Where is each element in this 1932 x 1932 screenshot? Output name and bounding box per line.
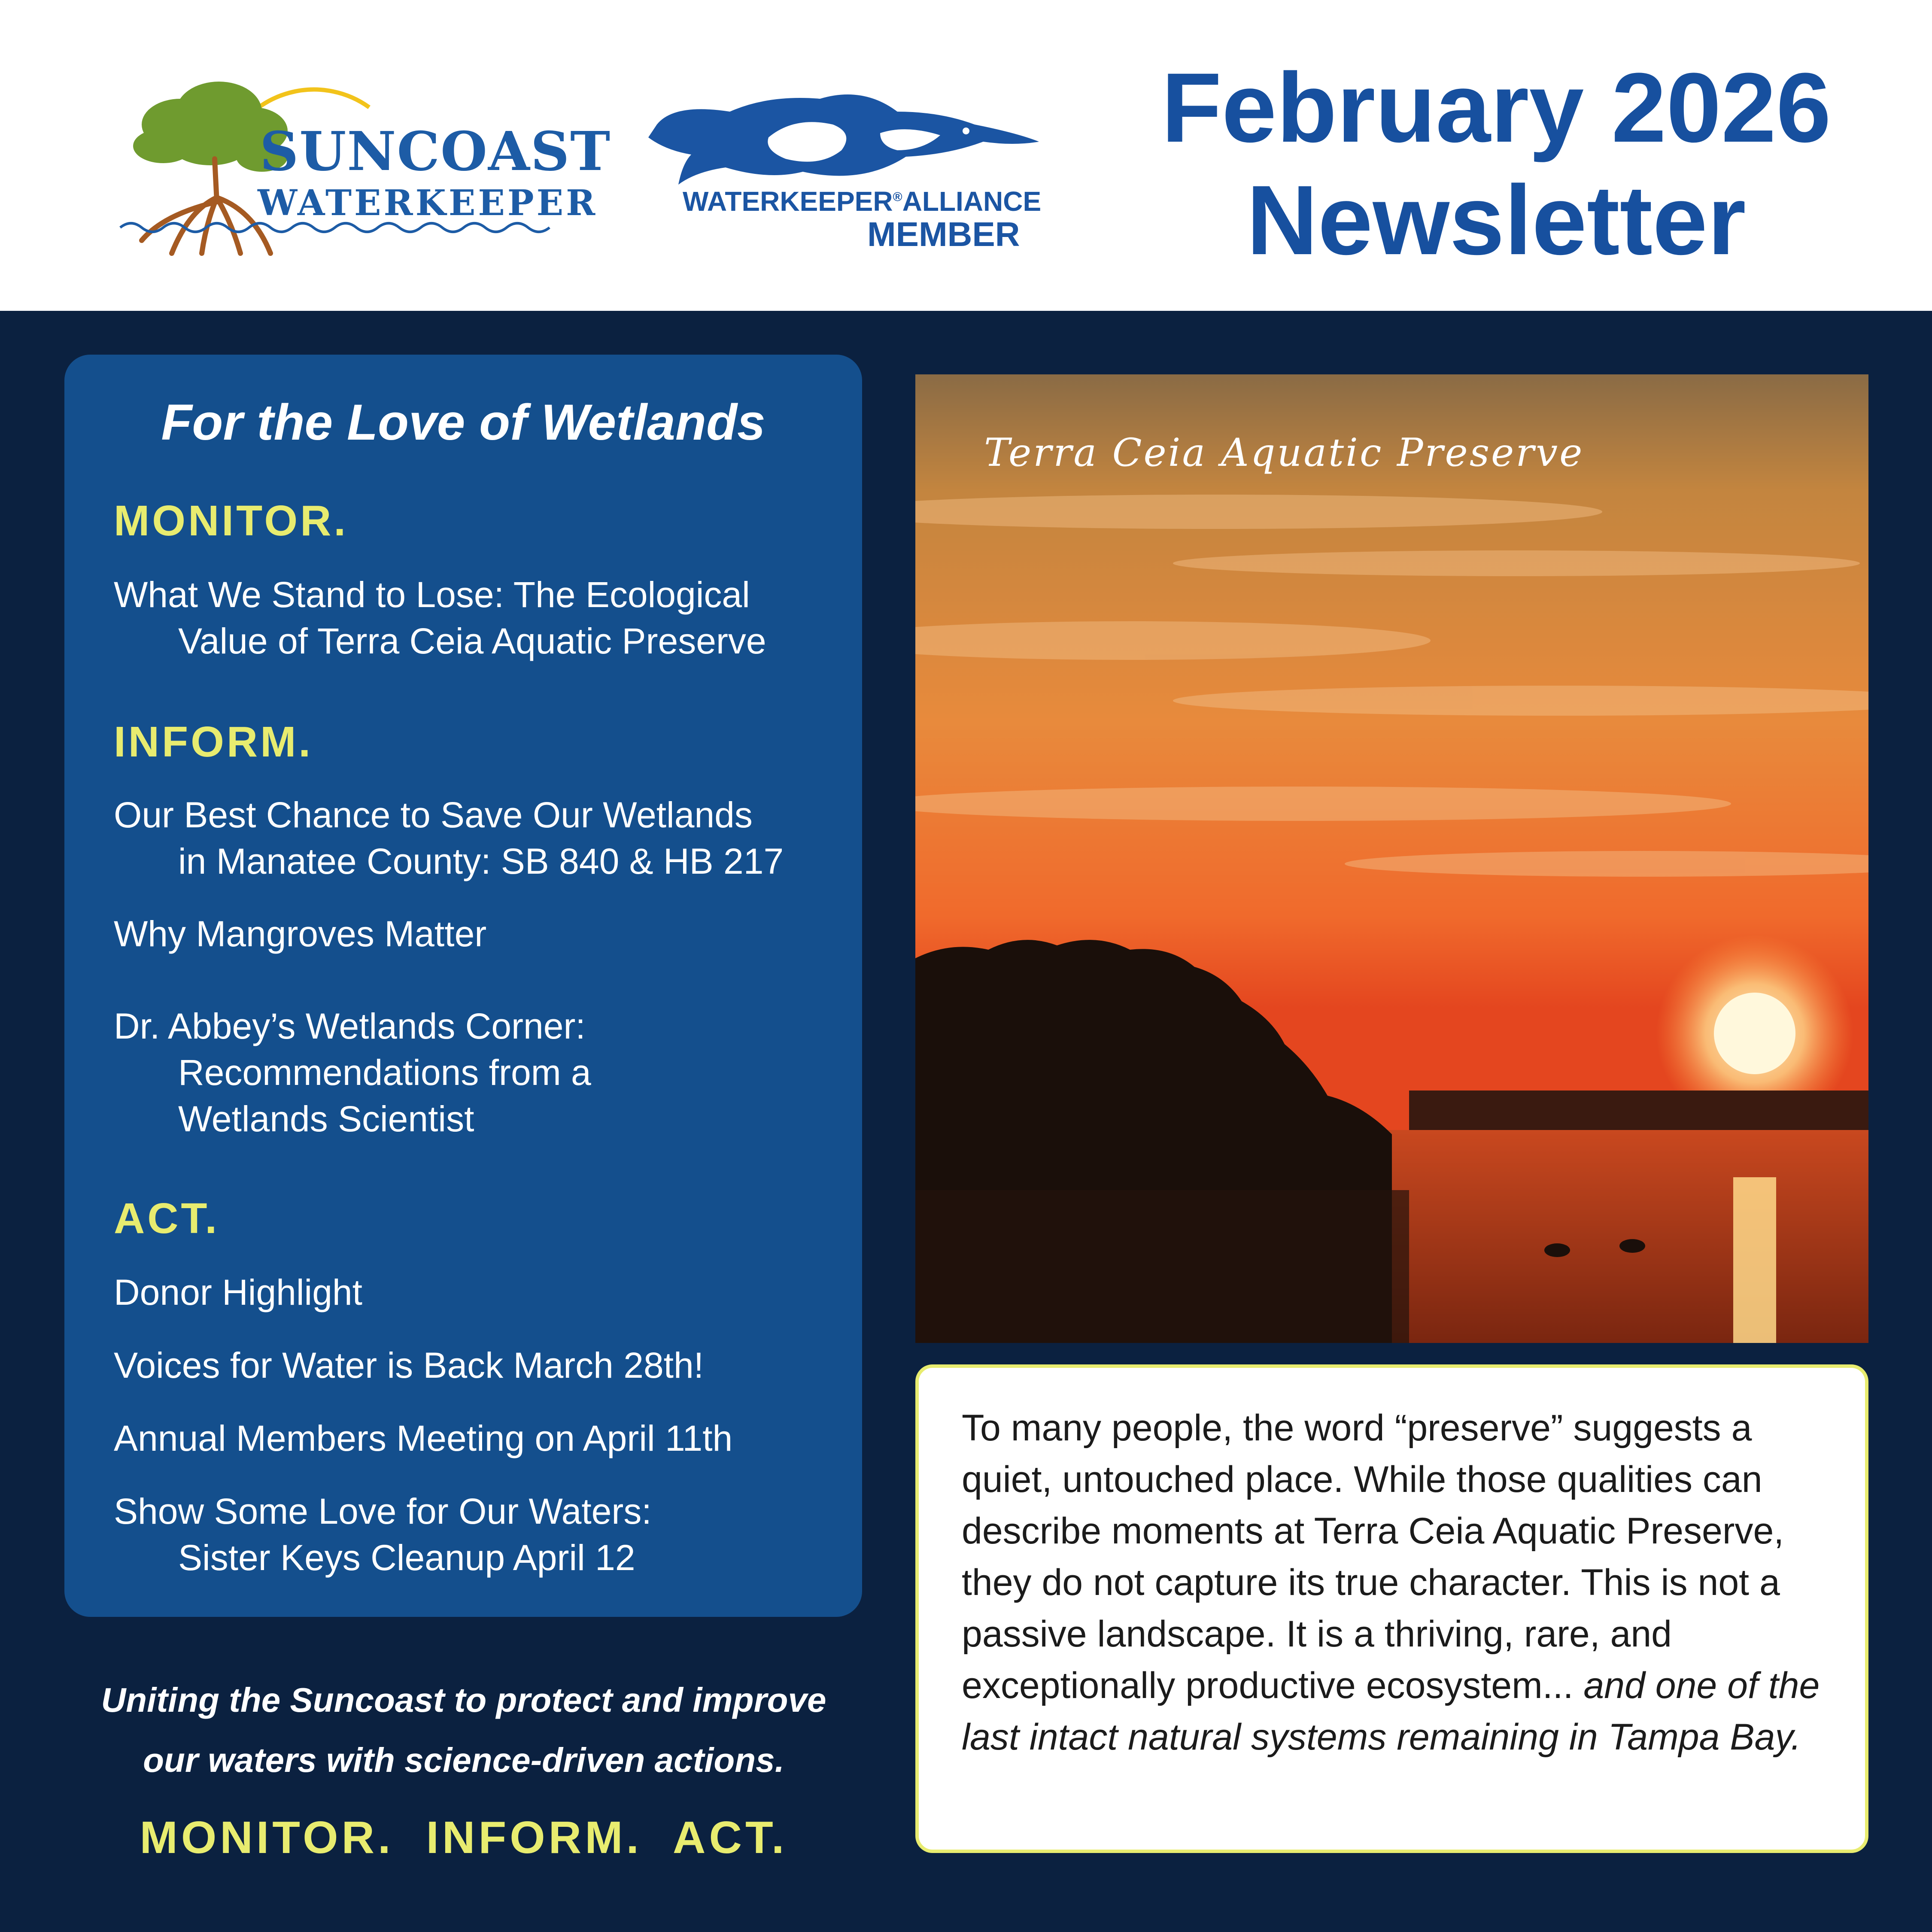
toc-item-ecological-value[interactable] <box>114 571 852 664</box>
toc-item-save-wetlands[interactable] <box>114 792 852 884</box>
toc-item-line: Value of Terra Ceia Aquatic Preserve <box>178 621 766 661</box>
toc-item-mangroves[interactable] <box>114 911 852 957</box>
tagline-line1: Uniting the Suncoast to protect and improve <box>101 1681 826 1719</box>
fish-icon <box>640 86 1048 189</box>
toc-item-line: Show Some Love for Our Waters: <box>114 1491 652 1531</box>
toc-title: For the Love of Wetlands <box>161 394 766 451</box>
suncoast-logo-line1: SUNCOAST <box>260 120 611 183</box>
toc-item-line: in Manatee County: SB 840 & HB 217 <box>178 841 784 881</box>
motto: MONITOR. INFORM. ACT. <box>140 1812 788 1863</box>
toc-item-line: What We Stand to Lose: The Ecological <box>114 574 750 615</box>
intro-text-box <box>915 1364 1868 1853</box>
section-heading-act: ACT. <box>114 1194 220 1242</box>
intro-paragraph <box>962 1402 1838 1763</box>
alliance-logo-line1 <box>683 185 1041 217</box>
toc-item-line: Donor Highlight <box>114 1272 362 1312</box>
newsletter-title-line1: February 2026 <box>1161 52 1831 163</box>
registered-mark: ® <box>893 190 902 204</box>
toc-item-line: Annual Members Meeting on April 11th <box>114 1418 733 1458</box>
section-heading-inform: INFORM. <box>114 718 313 766</box>
sunset-landscape-image <box>915 374 1868 1343</box>
toc-item-voices-for-water[interactable] <box>114 1342 852 1388</box>
header <box>0 0 1932 311</box>
alliance-logo-line2: MEMBER <box>867 215 1020 253</box>
toc-item-donor-highlight[interactable] <box>114 1269 852 1315</box>
newsletter-title <box>1099 52 1893 276</box>
toc-item-sister-keys-cleanup[interactable] <box>114 1488 852 1581</box>
suncoast-waterkeeper-logo <box>116 60 611 262</box>
alliance-logo-word2: ALLIANCE <box>902 186 1042 217</box>
toc-item-line: Dr. Abbey’s Wetlands Corner: <box>114 1006 586 1046</box>
photo-caption: Terra Ceia Aquatic Preserve <box>984 430 1584 475</box>
section-heading-monitor: MONITOR. <box>114 497 349 545</box>
toc-item-members-meeting[interactable] <box>114 1415 852 1461</box>
suncoast-logo-line2: WATERKEEPER <box>258 182 598 224</box>
toc-item-line: Sister Keys Cleanup April 12 <box>178 1537 635 1578</box>
tagline-line2: our waters with science-driven actions. <box>143 1741 784 1779</box>
newsletter-title-line2: Newsletter <box>1246 165 1746 275</box>
toc-item-line: Wetlands Scientist <box>178 1099 474 1139</box>
table-of-contents <box>64 355 862 1617</box>
waterkeeper-alliance-logo <box>640 86 1048 258</box>
alliance-logo-word1: WATERKEEPER <box>683 186 893 217</box>
toc-item-line: Our Best Chance to Save Our Wetlands <box>114 795 753 835</box>
intro-text: To many people, the word “preserve” suggests a quiet, untouched place. While those qualities can describe moments at Terra Ceia Aquatic Preserve, they do not capture its true character. This is not a passive landscape. It is a thriving, rare, and exceptionally productive ecosystem... <box>962 1407 1784 1706</box>
toc-item-line: Recommendations from a <box>178 1052 591 1093</box>
toc-item-wetlands-corner[interactable] <box>114 1003 852 1142</box>
toc-item-line: Why Mangroves Matter <box>114 914 487 954</box>
toc-item-line: Voices for Water is Back March 28th! <box>114 1345 704 1385</box>
intro-emphasis: and one of the last intact natural systems remaining in Tampa Bay. <box>962 1665 1820 1758</box>
mission-tagline <box>43 1670 884 1790</box>
sunset-photo <box>915 374 1868 1343</box>
